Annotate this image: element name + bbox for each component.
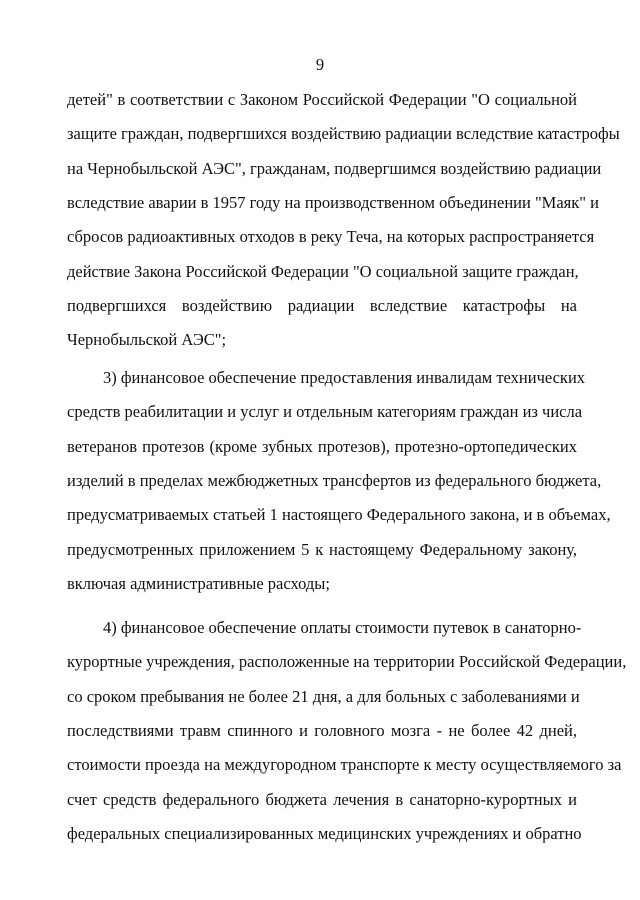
text-line: детей" в соответствии с Законом Российской Федерации "О социальной	[67, 90, 577, 109]
text-line: подвергшихся воздействию радиации вследствие катастрофы на	[67, 295, 577, 315]
text-line: включая административные расходы;	[67, 573, 330, 593]
text-line: ветеранов протезов (кроме зубных протезов), протезно-ортопедических	[67, 436, 577, 456]
text-line: защите граждан, подвергшихся воздействию радиации вследствие катастрофы	[67, 124, 620, 144]
text-line: изделий в пределах межбюджетных трансфертов из федерального бюджета,	[67, 470, 602, 490]
text-line: сбросов радиоактивных отходов в реку Теча, на которых распространяется	[67, 227, 595, 247]
text-line: действие Закона Российской Федерации "О социальной защите граждан,	[67, 261, 579, 281]
text-line: счет средств федерального бюджета лечения в санаторно-курортных и	[67, 789, 577, 809]
text-line: 3) финансовое обеспечение предоставления инвалидам технических	[103, 368, 586, 387]
text-line: последствиями травм спинного и головного мозга - не более 42 дней,	[67, 720, 577, 740]
text-line: вследствие аварии в 1957 году на производственном объединении "Маяк" и	[67, 192, 599, 212]
page-number: 9	[315, 55, 325, 74]
text-line: стоимости проезда на междугородном транспорте к месту осуществляемого за	[67, 755, 622, 775]
text-line: со сроком пребывания не более 21 дня, а для больных с заболеваниями и	[67, 686, 580, 706]
text-line: курортные учреждения, расположенные на территории Российской Федерации,	[67, 652, 627, 672]
text-line: на Чернобыльской АЭС", гражданам, подвергшимся воздействию радиации	[67, 158, 602, 178]
text-line: 4) финансовое обеспечение оплаты стоимости путевок в санаторно-	[103, 618, 582, 637]
text-line: предусмотренных приложением 5 к настоящему Федеральному закону,	[67, 539, 577, 559]
text-line: предусматриваемых статьей 1 настоящего Федерального закона, и в объемах,	[67, 505, 611, 525]
text-line: средств реабилитации и услуг и отдельным категориям граждан из числа	[67, 402, 583, 422]
text-line: федеральных специализированных медицинских учреждениях и обратно	[67, 823, 582, 843]
text-line: Чернобыльской АЭС";	[67, 330, 227, 350]
